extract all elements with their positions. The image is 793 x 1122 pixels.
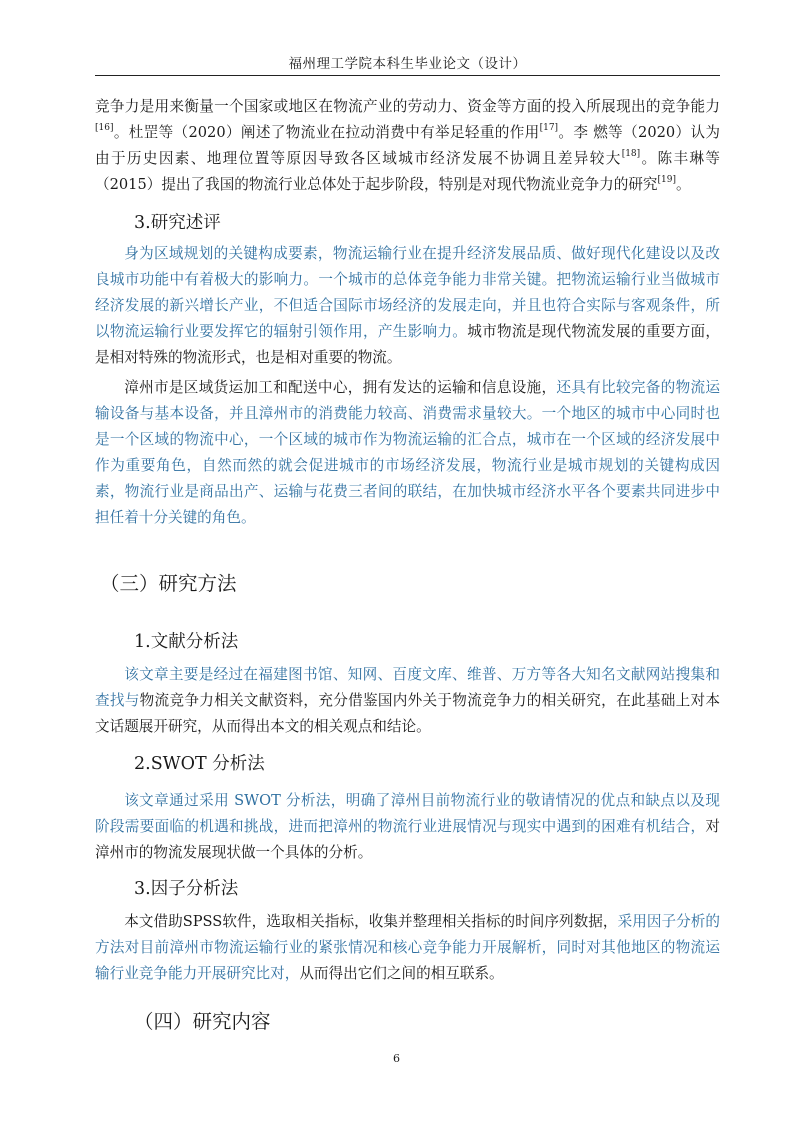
- running-header: 福州理工学院本科生毕业论文（设计）: [288, 56, 527, 72]
- header-rule: [95, 75, 720, 76]
- highlighted-text: 还具有比较完备的物流运输设备与基本设备，并且漳州市的消费能力较高、消费需求量较大。一个地区的城市中心同时也是一个区域的物流中心，一个区域的城市作为物流运输的汇合点，城市在一个区域的经济发展中作为重要角色，自然而然的就会促进城市的市场经济发展，物流行业是城市规划的关键构成因素，物流行业是商品出产、运输与花费三者间的联结，在加快城市经济水平各个要素共同进步中担任着十分关键的角色。: [95, 379, 720, 526]
- citation-ref: [19]: [657, 175, 677, 186]
- text-run: 城市物流是现代物流发展的重要方面，是相对特殊的物流形式，也是相对重要的物流。: [95, 323, 720, 366]
- subsection-heading-factor: 3.因子分析法: [134, 879, 239, 899]
- citation-ref: [16]: [95, 123, 114, 134]
- text-run: 。: [676, 176, 691, 193]
- subsection-heading-swot: 2.SWOT 分析法: [134, 754, 265, 774]
- section-heading-methods: （三）研究方法: [100, 572, 237, 595]
- subsection-heading-literature: 1.文献分析法: [134, 632, 239, 652]
- text-run: 对漳州市的物流发展现状做一个具体的分析。: [95, 818, 720, 861]
- paragraph-review-1: [95, 241, 720, 371]
- text-run: 漳州市是区域货运加工和配送中心，拥有发达的运输和信息设施，: [124, 379, 557, 396]
- paragraph-literature-continuation: [95, 94, 720, 198]
- highlighted-text: 采用因子分析的方法对目前漳州市物流运输行业的紧张情况和核心竞争能力开展解析，同时对其他地区的物流运输行业竞争能力开展研究比对，: [95, 913, 720, 982]
- highlighted-text: 该文章通过采用 SWOT 分析法，明确了漳州目前物流行业的敬请情况的优点和缺点以及现阶段需要面临的机遇和挑战，进而把漳州的物流行业进展情况与现实中遇到的困难有机结合，: [95, 792, 720, 835]
- text-run: 竞争力是用来衡量一个国家或地区在物流产业的劳动力、资金等方面的投入所展现出的竞争能力: [95, 98, 720, 115]
- paragraph-literature-method: [95, 662, 720, 740]
- text-run: 物流竞争力相关文献资料，充分借鉴国内外关于物流竞争力的相关研究，在此基础上对本文话题展开研究，从而得出本文的相关观点和结论。: [95, 692, 720, 735]
- paragraph-factor-method: [95, 909, 720, 987]
- text-run: 。杜罡等（2020）阐述了物流业在拉动消费中有举足轻重的作用: [113, 124, 540, 141]
- paragraph-swot-method: [95, 788, 720, 866]
- section-heading-review: 3.研究述评: [134, 213, 221, 233]
- text-run: 本文借助SPSS软件，选取相关指标，收集并整理相关指标的时间序列数据，: [124, 913, 618, 930]
- paragraph-review-2: [95, 375, 720, 531]
- text-run: 。陈丰琳等（2015）提出了我国的物流行业总体处于起步阶段，特别是对现代物流业竞争力的研究: [95, 150, 720, 193]
- text-run: 从而得出它们之间的相互联系。: [299, 965, 504, 982]
- text-run: 。李 燃等（2020）认为由于历史因素、地理位置等原因导致各区域城市经济发展不协调且差异较大: [95, 124, 720, 167]
- highlighted-text: 身为区域规划的关键构成要素，物流运输行业在提升经济发展品质、做好现代化建设以及改良城市功能中有着极大的影响力。一个城市的总体竞争能力非常关键。把物流运输行业当做城市经济发展的新兴增长产业，不但适合国际市场经济的发展走向，并且也符合实际与客观条件，所以物流运输行业要发挥它的辐射引领作用，产生影响力。: [95, 245, 720, 340]
- page-number: 6: [393, 1052, 400, 1065]
- citation-ref: [17]: [539, 123, 559, 134]
- citation-ref: [18]: [621, 149, 641, 160]
- highlighted-text: 该文章主要是经过在福建图书馆、知网、百度文库、维普、万方等各大知名文献网站搜集和查找与: [95, 666, 720, 709]
- section-heading-content: （四）研究内容: [134, 1010, 271, 1033]
